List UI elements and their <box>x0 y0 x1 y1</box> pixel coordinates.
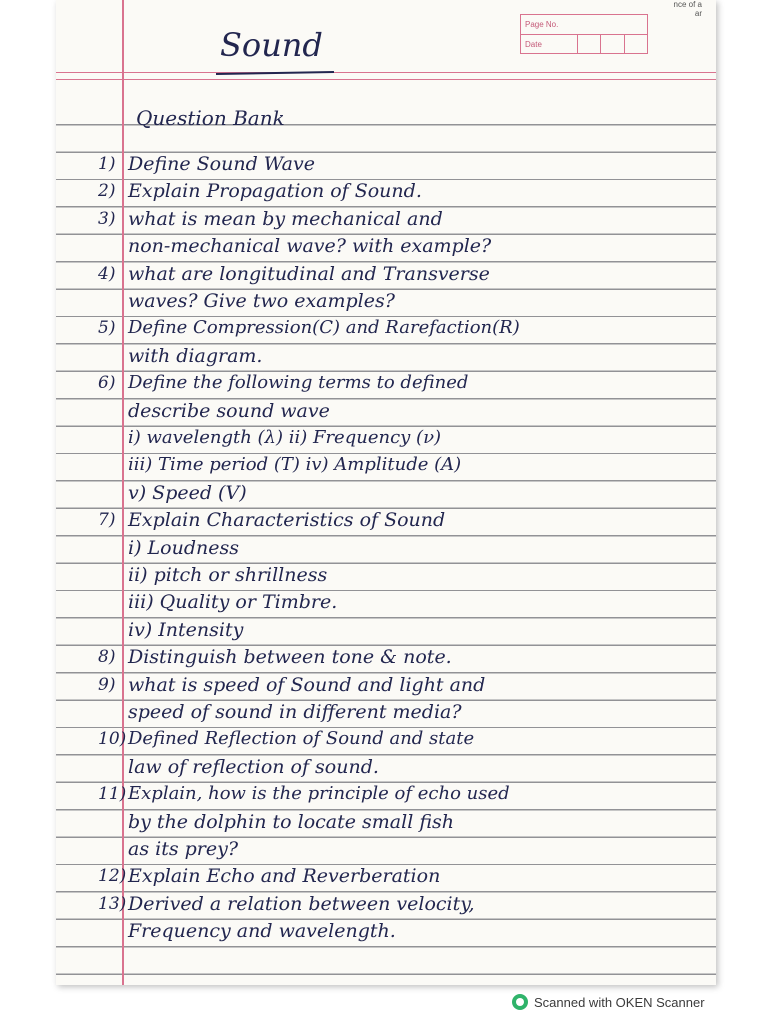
question-text: non-mechanical wave? with example? <box>128 235 492 258</box>
question-text: what is speed of Sound and light and <box>128 673 486 696</box>
corner-text: nce of a ar <box>673 0 702 18</box>
page-title: Sound <box>220 26 323 64</box>
question-text: Frequency and wavelength. <box>128 920 396 943</box>
question-number: 10) <box>98 729 127 750</box>
question-line <box>98 508 446 532</box>
question-text: by the dolphin to locate small fish <box>128 810 454 833</box>
question-line <box>128 399 330 423</box>
question-list <box>56 0 716 985</box>
question-line <box>98 892 475 916</box>
question-text: waves? Give two examples? <box>128 290 395 312</box>
question-line <box>98 864 441 888</box>
question-line <box>128 755 379 779</box>
question-line <box>98 207 443 231</box>
question-line <box>98 152 315 176</box>
question-line <box>98 316 520 340</box>
question-line <box>128 919 396 943</box>
question-line <box>128 481 247 505</box>
question-text: iii) Time period (T) iv) Amplitude (A) <box>128 454 462 476</box>
scanner-watermark <box>512 992 705 1012</box>
question-line <box>128 700 462 724</box>
question-line <box>128 810 454 834</box>
question-number: 8) <box>98 647 116 668</box>
question-text: Distinguish between tone & note. <box>128 646 452 669</box>
question-text: what are longitudinal and Transverse <box>128 262 490 285</box>
question-line <box>128 563 327 587</box>
question-line <box>98 782 510 806</box>
notebook-page <box>56 0 716 985</box>
question-line <box>98 727 475 751</box>
question-text: speed of sound in different media? <box>128 701 462 723</box>
question-number: 6) <box>98 373 116 394</box>
oken-scanner-logo-icon <box>512 994 528 1010</box>
question-number: 12) <box>98 866 127 887</box>
question-text: i) wavelength (λ) ii) Frequency (ν) <box>128 427 442 448</box>
page-no-label: Page No. <box>525 20 559 29</box>
question-text: i) Loudness <box>128 536 239 559</box>
question-text: v) Speed (V) <box>128 481 247 504</box>
question-line <box>128 618 243 642</box>
question-text: describe sound wave <box>128 399 330 422</box>
scanner-text: Scanned with OKEN Scanner <box>534 994 705 1010</box>
question-number: 1) <box>98 154 116 174</box>
question-text: iii) Quality or Timbre. <box>128 591 338 614</box>
question-text: what is mean by mechanical and <box>128 207 443 230</box>
question-line <box>98 179 422 203</box>
question-line <box>128 536 239 560</box>
question-text: Define Sound Wave <box>128 153 315 175</box>
question-text: Explain Echo and Reverberation <box>128 865 441 888</box>
page-subtitle: Question Bank <box>136 106 285 130</box>
question-line <box>98 371 469 395</box>
question-text: Explain Characteristics of Sound <box>128 509 446 532</box>
question-text: iv) Intensity <box>128 618 244 641</box>
question-number: 13) <box>98 893 127 914</box>
question-number: 9) <box>98 674 116 695</box>
question-line <box>98 645 452 669</box>
question-text: Define Compression(C) and Rarefaction(R) <box>128 317 520 339</box>
date-label: Date <box>525 39 542 49</box>
question-line <box>128 453 461 477</box>
question-number: 3) <box>98 208 116 229</box>
question-line <box>128 289 395 313</box>
question-text: Define the following terms to defined <box>128 372 469 394</box>
question-number: 11) <box>98 784 127 805</box>
question-text: Explain, how is the principle of echo used <box>128 783 510 805</box>
question-text: Explain Propagation of Sound. <box>128 180 422 203</box>
question-number: 2) <box>98 181 116 202</box>
question-line <box>98 673 486 697</box>
question-text: law of reflection of sound. <box>128 755 379 778</box>
question-text: Defined Reflection of Sound and state <box>128 728 475 750</box>
question-number: 4) <box>98 263 116 284</box>
question-line <box>128 234 491 258</box>
question-line <box>128 426 441 450</box>
question-text: as its prey? <box>128 838 239 860</box>
question-text: Derived a relation between velocity, <box>128 892 475 915</box>
question-text: ii) pitch or shrillness <box>128 564 328 586</box>
question-number: 5) <box>98 318 116 339</box>
question-number: 7) <box>98 510 116 531</box>
question-line <box>128 344 262 368</box>
question-line <box>128 837 238 861</box>
question-text: with diagram. <box>128 344 263 367</box>
question-line <box>128 590 337 614</box>
question-line <box>98 262 490 286</box>
